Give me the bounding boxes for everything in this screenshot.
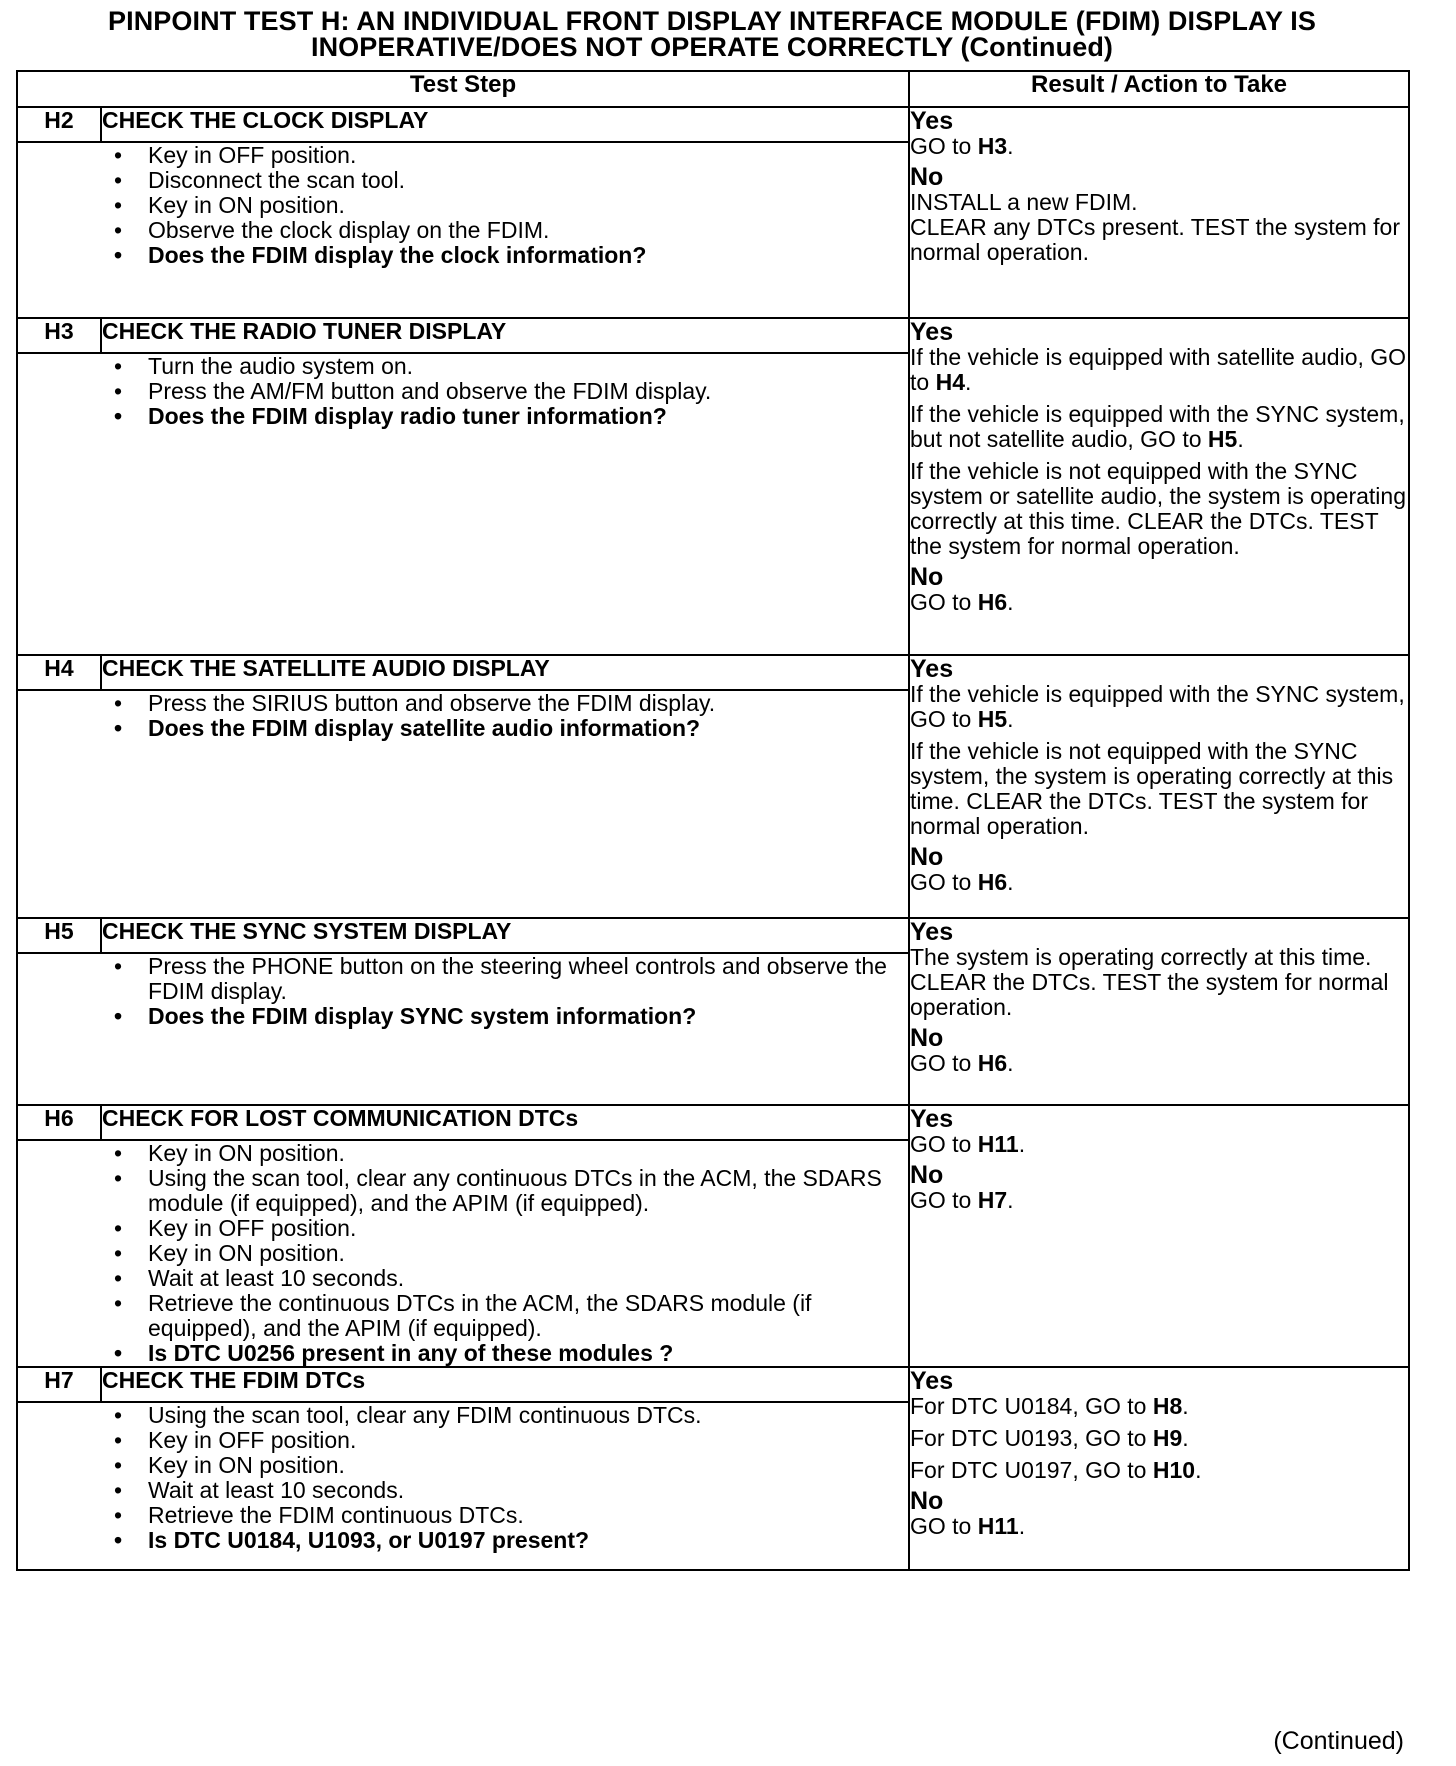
step-title-row bbox=[17, 1105, 1409, 1140]
instruction-item: • Turn the audio system on. bbox=[18, 354, 900, 379]
result-yes-label: Yes bbox=[910, 1105, 954, 1133]
result-no-label: No bbox=[910, 843, 944, 871]
result-text: GO to bbox=[910, 1050, 978, 1076]
step-id: H2 bbox=[17, 107, 101, 142]
result-tail: . bbox=[1182, 1425, 1189, 1451]
result-text: GO to bbox=[910, 589, 978, 615]
instruction-item: • Press the SIRIUS button and observe the FDIM display. bbox=[18, 691, 900, 716]
step-reference: H11 bbox=[977, 1131, 1019, 1157]
step-title: CHECK THE SATELLITE AUDIO DISPLAY bbox=[101, 655, 909, 690]
result-text: GO to bbox=[910, 869, 978, 895]
step-question: • Does the FDIM display SYNC system information? bbox=[18, 1004, 900, 1029]
step-title: CHECK THE SYNC SYSTEM DISPLAY bbox=[101, 918, 909, 953]
result-tail: . bbox=[1018, 1131, 1026, 1157]
result-cell bbox=[909, 1367, 1409, 1570]
result-tail: . bbox=[1237, 426, 1244, 452]
result-no-line bbox=[910, 1188, 1408, 1213]
result-yes-line bbox=[910, 1426, 1408, 1451]
step-id: H4 bbox=[17, 655, 101, 690]
instruction-item: • Key in OFF position. bbox=[18, 143, 900, 168]
result-yes-line bbox=[910, 945, 1408, 1020]
result-text: If the vehicle is not equipped with the SYNC system, the system is operating correctly at this time. CLEAR the DTCs. TEST the system for normal operation. bbox=[910, 738, 1394, 839]
result-no-line bbox=[910, 870, 1408, 895]
step-reference: H6 bbox=[977, 1050, 1008, 1076]
result-text: The system is operating correctly at this time. CLEAR the DTCs. TEST the system for normal operation. bbox=[910, 944, 1389, 1020]
step-question: • Is DTC U0256 present in any of these modules ? bbox=[18, 1341, 900, 1366]
result-cell bbox=[909, 318, 1409, 655]
instruction-list bbox=[18, 954, 908, 1029]
step-question: • Does the FDIM display radio tuner information? bbox=[18, 404, 900, 429]
result-text: For DTC U0197, GO to bbox=[910, 1457, 1153, 1483]
result-no-label: No bbox=[910, 163, 944, 191]
step-reference: H5 bbox=[1207, 426, 1238, 452]
step-id: H5 bbox=[17, 918, 101, 953]
result-tail: . bbox=[1195, 1457, 1202, 1483]
step-instructions bbox=[17, 690, 909, 918]
step-instructions bbox=[17, 1140, 909, 1367]
result-tail: . bbox=[1007, 1050, 1014, 1076]
result-no-line bbox=[910, 1514, 1408, 1539]
step-title-row bbox=[17, 107, 1409, 142]
step-reference: H10 bbox=[1152, 1457, 1196, 1483]
step-question: • Does the FDIM display the clock information? bbox=[18, 243, 900, 268]
step-title: CHECK THE RADIO TUNER DISPLAY bbox=[101, 318, 909, 353]
result-no-line bbox=[910, 1051, 1408, 1076]
title-line-1: PINPOINT TEST H: AN INDIVIDUAL FRONT DISPLAY INTERFACE MODULE (FDIM) DISPLAY IS bbox=[108, 6, 1316, 36]
steps-body bbox=[17, 107, 1409, 1570]
step-instructions bbox=[17, 142, 909, 318]
step-reference: H7 bbox=[977, 1187, 1008, 1213]
header-result: Result / Action to Take bbox=[909, 71, 1409, 107]
result-tail: . bbox=[1007, 706, 1014, 732]
instruction-item: • Retrieve the continuous DTCs in the ACM, the SDARS module (if equipped), and the APIM (if equipped). bbox=[18, 1291, 900, 1341]
instruction-item: • Key in ON position. bbox=[18, 1241, 900, 1266]
step-title-row bbox=[17, 1367, 1409, 1402]
result-no-line bbox=[910, 590, 1408, 615]
result-no-line bbox=[910, 190, 1408, 265]
result-yes-line bbox=[910, 134, 1408, 159]
result-yes-line bbox=[910, 1458, 1408, 1483]
step-reference: H8 bbox=[1152, 1393, 1183, 1419]
result-text: For DTC U0193, GO to bbox=[910, 1425, 1153, 1451]
result-text: INSTALL a new FDIM. CLEAR any DTCs present. TEST the system for normal operation. bbox=[910, 189, 1400, 265]
instruction-item: • Using the scan tool, clear any FDIM continuous DTCs. bbox=[18, 1403, 900, 1428]
step-reference: H5 bbox=[977, 706, 1008, 732]
result-tail: . bbox=[1007, 589, 1014, 615]
step-question: • Is DTC U0184, U1093, or U0197 present? bbox=[18, 1528, 900, 1553]
step-instructions bbox=[17, 353, 909, 655]
result-yes-label: Yes bbox=[910, 318, 954, 346]
step-title: CHECK THE CLOCK DISPLAY bbox=[101, 107, 909, 142]
step-question: • Does the FDIM display satellite audio information? bbox=[18, 716, 900, 741]
result-yes-line bbox=[910, 1132, 1408, 1157]
title-line-2: INOPERATIVE/DOES NOT OPERATE CORRECTLY (Continued) bbox=[310, 32, 1114, 62]
step-instructions bbox=[17, 953, 909, 1105]
instruction-item: • Key in ON position. bbox=[18, 1453, 900, 1478]
result-no-label: No bbox=[910, 563, 944, 591]
instruction-item: • Disconnect the scan tool. bbox=[18, 168, 900, 193]
instruction-item: • Key in ON position. bbox=[18, 193, 900, 218]
step-id: H6 bbox=[17, 1105, 101, 1140]
step-title-row bbox=[17, 918, 1409, 953]
result-yes-line bbox=[910, 402, 1408, 452]
result-text: For DTC U0184, GO to bbox=[910, 1393, 1153, 1419]
result-text: If the vehicle is equipped with the SYNC system, GO to bbox=[910, 681, 1405, 732]
result-cell bbox=[909, 107, 1409, 318]
result-text: GO to bbox=[910, 1187, 978, 1213]
instruction-list bbox=[18, 1141, 908, 1366]
instruction-list bbox=[18, 691, 908, 741]
continued-note: (Continued) bbox=[1273, 1727, 1404, 1755]
result-yes-label: Yes bbox=[910, 107, 954, 135]
instruction-list bbox=[18, 1403, 908, 1553]
header-test-step: Test Step bbox=[17, 71, 909, 107]
result-tail: . bbox=[1007, 133, 1014, 159]
result-text: GO to bbox=[910, 1513, 978, 1539]
instruction-item: • Using the scan tool, clear any continuous DTCs in the ACM, the SDARS module (if equipped), and the APIM (if equipped). bbox=[18, 1166, 900, 1216]
step-title-row bbox=[17, 318, 1409, 353]
step-reference: H3 bbox=[977, 133, 1008, 159]
step-reference: H6 bbox=[977, 589, 1008, 615]
instruction-item: • Observe the clock display on the FDIM. bbox=[18, 218, 900, 243]
result-text: GO to bbox=[910, 1131, 978, 1157]
step-reference: H11 bbox=[977, 1513, 1019, 1539]
instruction-item: • Key in OFF position. bbox=[18, 1216, 900, 1241]
result-no-label: No bbox=[910, 1161, 944, 1189]
result-text: If the vehicle is not equipped with the SYNC system or satellite audio, the system is operating correctly at this time. CLEAR the DTCs. TEST the system for normal operation. bbox=[910, 458, 1407, 559]
step-instructions bbox=[17, 1402, 909, 1570]
step-id: H7 bbox=[17, 1367, 101, 1402]
result-yes-label: Yes bbox=[910, 1367, 954, 1395]
step-reference: H6 bbox=[977, 869, 1008, 895]
result-no-label: No bbox=[910, 1487, 944, 1515]
page-title bbox=[16, 8, 1408, 60]
pinpoint-test-table bbox=[16, 70, 1410, 1571]
step-reference: H4 bbox=[935, 369, 965, 395]
result-yes-line bbox=[910, 1394, 1408, 1419]
step-reference: H9 bbox=[1152, 1425, 1183, 1451]
step-title: CHECK THE FDIM DTCs bbox=[101, 1367, 909, 1402]
table-header-row bbox=[17, 71, 1409, 107]
instruction-item: • Key in ON position. bbox=[18, 1141, 900, 1166]
result-tail: . bbox=[1007, 1187, 1014, 1213]
result-yes-line bbox=[910, 682, 1408, 732]
result-tail: . bbox=[964, 369, 972, 395]
instruction-item: • Press the PHONE button on the steering wheel controls and observe the FDIM display. bbox=[18, 954, 900, 1004]
step-title-row bbox=[17, 655, 1409, 690]
instruction-item: • Wait at least 10 seconds. bbox=[18, 1478, 900, 1503]
result-cell bbox=[909, 655, 1409, 918]
instruction-item: • Retrieve the FDIM continuous DTCs. bbox=[18, 1503, 900, 1528]
result-no-label: No bbox=[910, 1024, 944, 1052]
instruction-list bbox=[18, 354, 908, 429]
result-cell bbox=[909, 918, 1409, 1105]
result-tail: . bbox=[1007, 869, 1014, 895]
instruction-item: • Press the AM/FM button and observe the FDIM display. bbox=[18, 379, 900, 404]
instruction-list bbox=[18, 143, 908, 268]
result-cell bbox=[909, 1105, 1409, 1367]
result-text: If the vehicle is equipped with satellite audio, GO to bbox=[910, 344, 1407, 395]
result-yes-line bbox=[910, 459, 1408, 559]
result-yes-label: Yes bbox=[910, 655, 954, 683]
result-yes-line bbox=[910, 739, 1408, 839]
result-text: If the vehicle is equipped with the SYNC system, but not satellite audio, GO to bbox=[910, 401, 1405, 452]
result-yes-label: Yes bbox=[910, 918, 954, 946]
instruction-item: • Wait at least 10 seconds. bbox=[18, 1266, 900, 1291]
result-text: GO to bbox=[910, 133, 978, 159]
step-title: CHECK FOR LOST COMMUNICATION DTCs bbox=[101, 1105, 909, 1140]
result-yes-line bbox=[910, 345, 1408, 395]
result-tail: . bbox=[1182, 1393, 1189, 1419]
result-tail: . bbox=[1018, 1513, 1026, 1539]
instruction-item: • Key in OFF position. bbox=[18, 1428, 900, 1453]
step-id: H3 bbox=[17, 318, 101, 353]
